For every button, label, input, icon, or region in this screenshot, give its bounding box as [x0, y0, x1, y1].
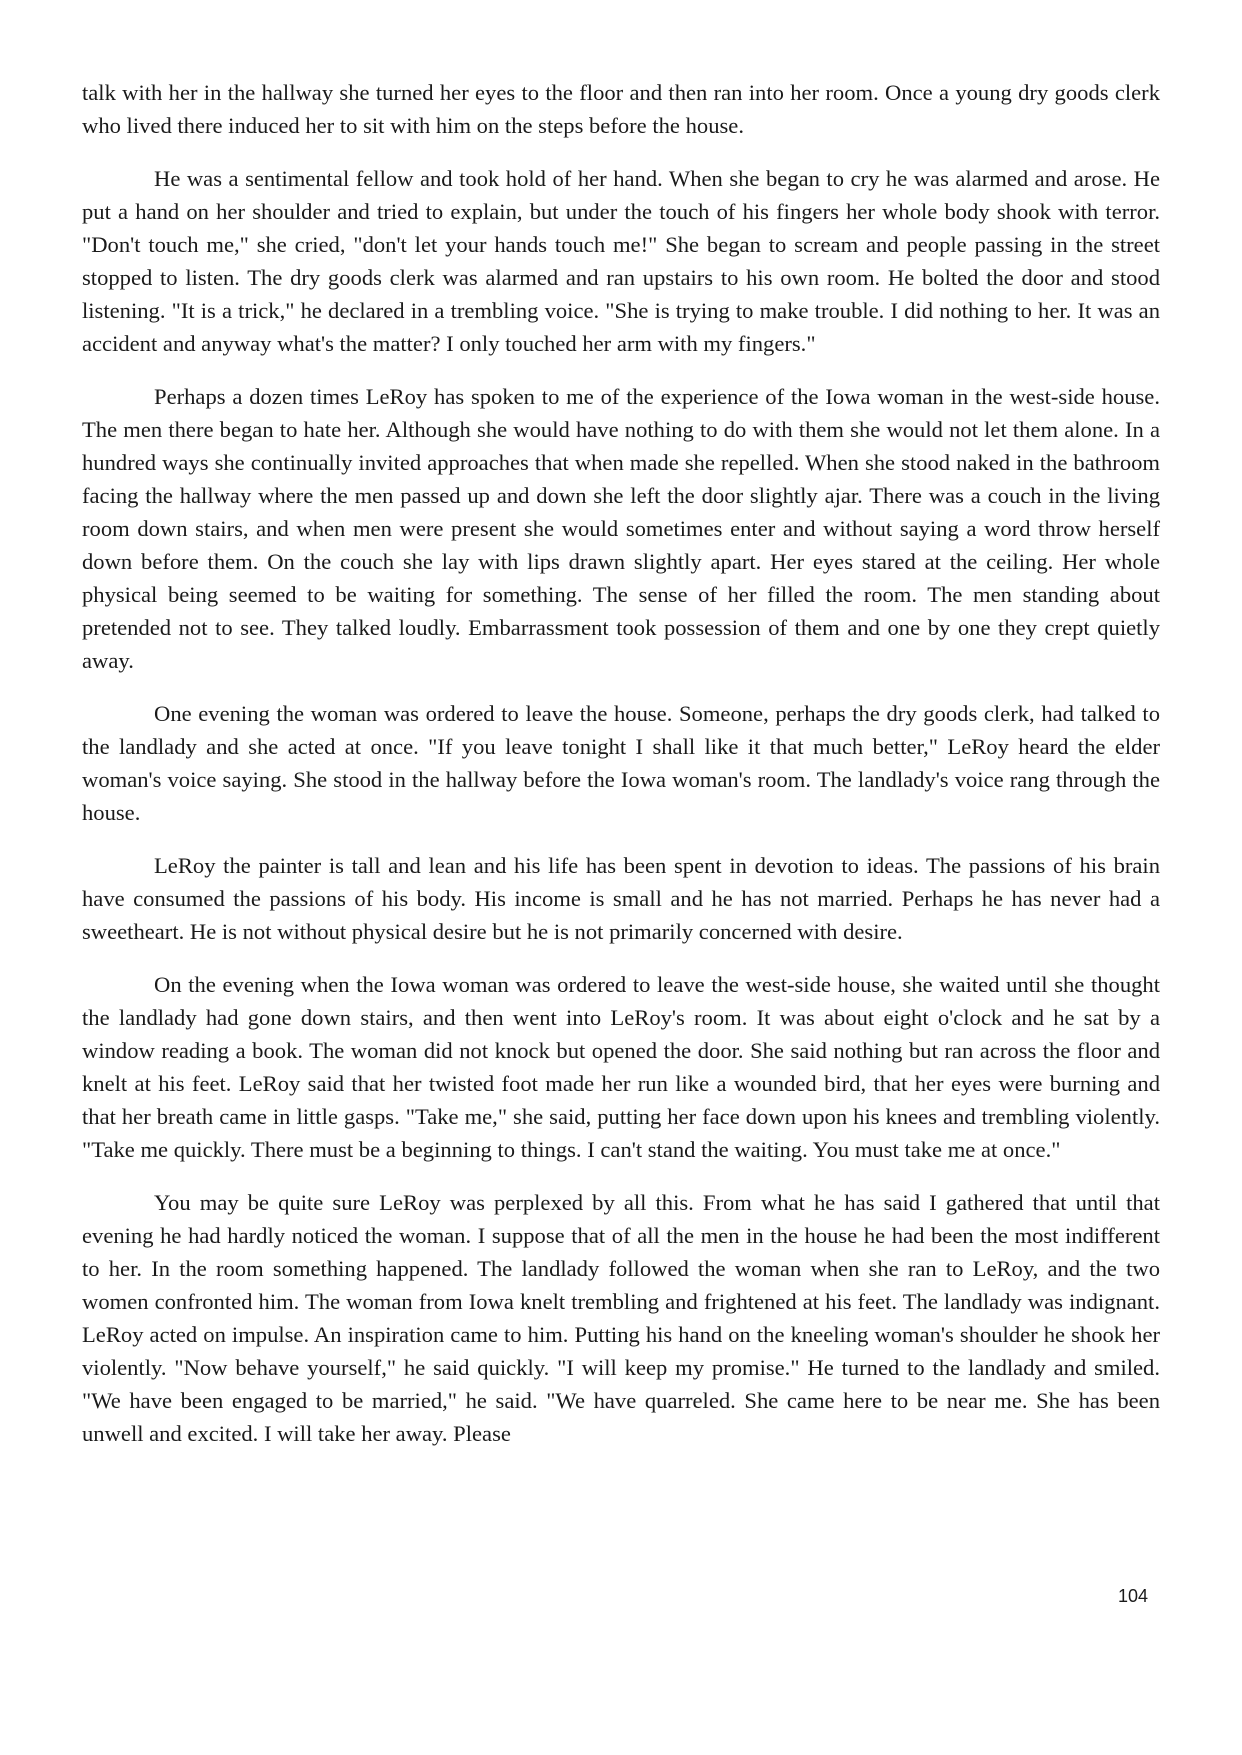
paragraph: On the evening when the Iowa woman was ordered to leave the west-side house, she waited until she thought the landlady had gone down stairs, and then went into LeRoy's room. It was about eight o'clock and he sat by a window reading a book. The woman did not knock but opened the door. She said nothing but ran across the floor and knelt at his feet. LeRoy said that her twisted foot made her run like a wounded bird, that her eyes were burning and that her breath came in little gasps. "Take me," she said, putting her face down upon his knees and trembling violently. "Take me quickly. There must be a beginning to things. I can't stand the waiting. You must take me at once."	[82, 972, 1160, 1162]
page-body	[82, 76, 1160, 1470]
paragraph: You may be quite sure LeRoy was perplexed by all this. From what he has said I gathered that until that evening he had hardly noticed the woman. I suppose that of all the men in the house he had been the most indifferent to her. In the room something happened. The landlady followed the woman when she ran to LeRoy, and the two women confronted him. The woman from Iowa knelt trembling and frightened at his feet. The landlady was indignant. LeRoy acted on impulse. An inspiration came to him. Putting his hand on the kneeling woman's shoulder he shook her violently. "Now behave yourself," he said quickly. "I will keep my promise." He turned to the landlady and smiled. "We have been engaged to be married," he said. "We have quarreled. She came here to be near me. She has been unwell and excited. I will take her away. Please	[82, 1190, 1160, 1446]
page-number: 104	[1118, 1586, 1149, 1606]
paragraph-continuation: talk with her in the hallway she turned her eyes to the floor and then ran into her room. Once a young dry goods clerk who lived there induced her to sit with him on the steps before the house.	[82, 80, 1160, 138]
paragraph: One evening the woman was ordered to leave the house. Someone, perhaps the dry goods clerk, had talked to the landlady and she acted at once. "If you leave tonight I shall like it that much better," LeRoy heard the elder woman's voice saying. She stood in the hallway before the Iowa woman's room. The landlady's voice rang through the house.	[82, 701, 1160, 825]
paragraph: Perhaps a dozen times LeRoy has spoken to me of the experience of the Iowa woman in the west-side house. The men there began to hate her. Although she would have nothing to do with them she would not let them alone. In a hundred ways she continually invited approaches that when made she repelled. When she stood naked in the bathroom facing the hallway where the men passed up and down she left the door slightly ajar. There was a couch in the living room down stairs, and when men were present she would sometimes enter and without saying a word throw herself down before them. On the couch she lay with lips drawn slightly apart. Her eyes stared at the ceiling. Her whole physical being seemed to be waiting for something. The sense of her filled the room. The men standing about pretended not to see. They talked loudly. Embarrassment took possession of them and one by one they crept quietly away.	[82, 384, 1160, 673]
paragraph: He was a sentimental fellow and took hold of her hand. When she began to cry he was alarmed and arose. He put a hand on her shoulder and tried to explain, but under the touch of his fingers her whole body shook with terror. "Don't touch me," she cried, "don't let your hands touch me!" She began to scream and people passing in the street stopped to listen. The dry goods clerk was alarmed and ran upstairs to his own room. He bolted the door and stood listening. "It is a trick," he declared in a trembling voice. "She is trying to make trouble. I did nothing to her. It was an accident and anyway what's the matter? I only touched her arm with my fingers."	[82, 166, 1160, 356]
paragraph: LeRoy the painter is tall and lean and his life has been spent in devotion to ideas. The passions of his brain have consumed the passions of his body. His income is small and he has not married. Perhaps he has never had a sweetheart. He is not without physical desire but he is not primarily concerned with desire.	[82, 853, 1160, 944]
